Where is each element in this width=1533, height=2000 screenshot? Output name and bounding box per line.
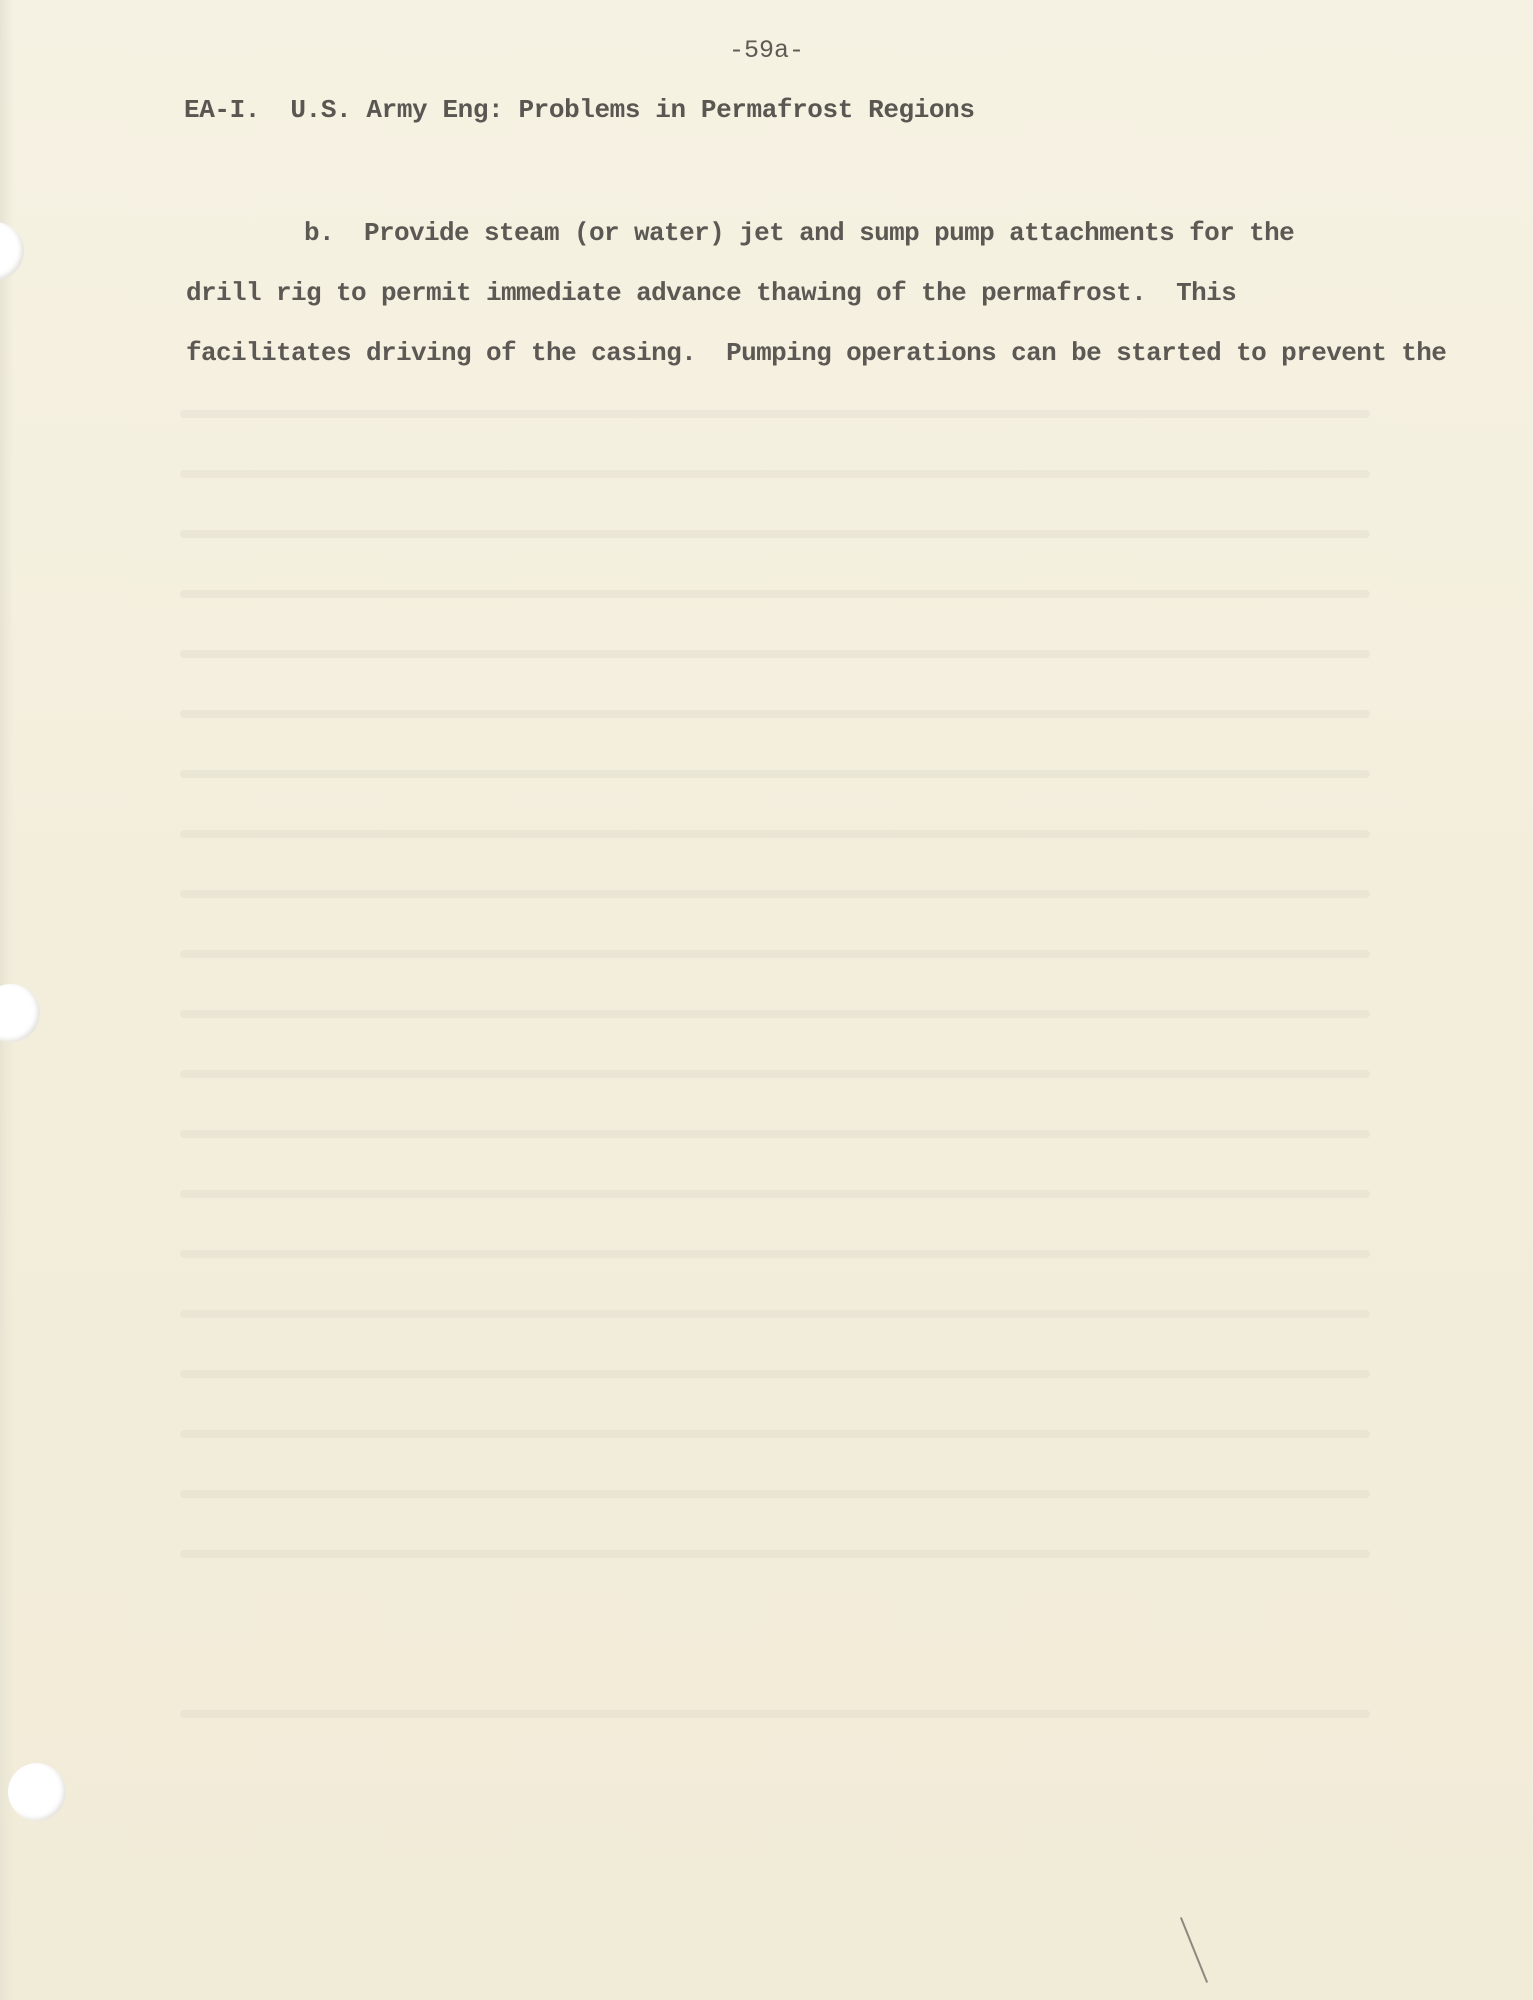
- punch-hole: [0, 222, 24, 280]
- page-number: -59a-: [728, 36, 804, 65]
- show-through-line: [180, 1190, 1370, 1198]
- show-through-line: [180, 1310, 1370, 1318]
- show-through-line: [180, 1130, 1370, 1138]
- show-through-line: [180, 1430, 1370, 1438]
- body-text-line: b. Provide steam (or water) jet and sump pump attachments for the: [304, 218, 1295, 248]
- show-through-line: [180, 530, 1370, 538]
- show-through-line: [180, 770, 1370, 778]
- running-head: EA-I. U.S. Army Eng: Problems in Permafrost Regions: [184, 95, 975, 125]
- body-text-line: facilitates driving of the casing. Pumping operations can be started to prevent the: [186, 338, 1447, 368]
- show-through-line: [180, 1070, 1370, 1078]
- show-through-line: [180, 950, 1370, 958]
- show-through-line: [180, 410, 1370, 418]
- show-through-line: [180, 1550, 1370, 1558]
- pencil-mark: [1180, 1917, 1208, 1983]
- show-through-line: [180, 890, 1370, 898]
- show-through-line: [180, 1370, 1370, 1378]
- show-through-line: [180, 1490, 1370, 1498]
- show-through-line: [180, 650, 1370, 658]
- show-through-line: [180, 1710, 1370, 1718]
- show-through-line: [180, 710, 1370, 718]
- punch-hole: [0, 984, 40, 1042]
- show-through-line: [180, 590, 1370, 598]
- show-through-line: [180, 830, 1370, 838]
- show-through-line: [180, 470, 1370, 478]
- punch-hole: [8, 1763, 66, 1821]
- show-through-line: [180, 1250, 1370, 1258]
- show-through-line: [180, 1010, 1370, 1018]
- body-text-line: drill rig to permit immediate advance thawing of the permafrost. This: [186, 278, 1237, 308]
